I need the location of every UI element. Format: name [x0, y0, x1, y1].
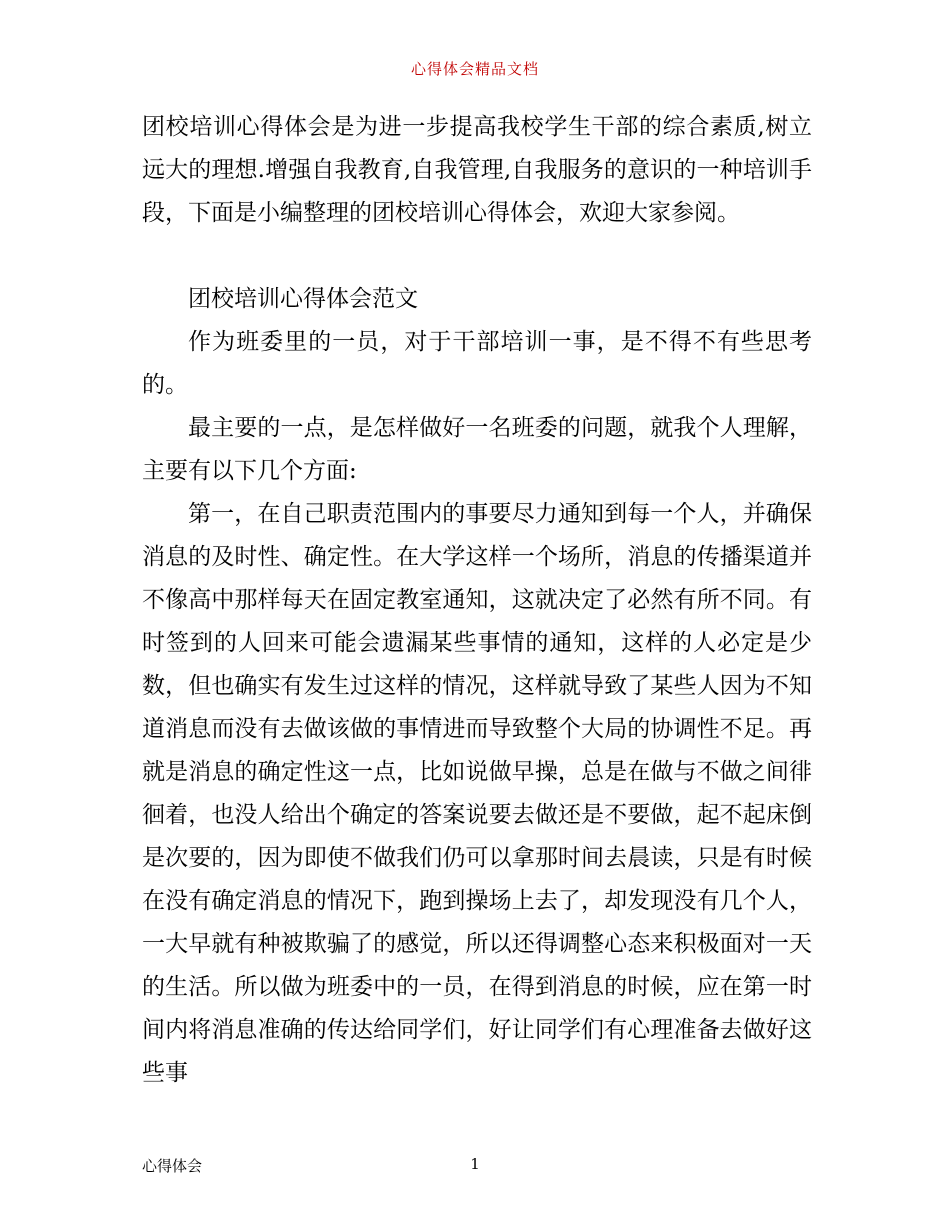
intro-paragraph: 团校培训心得体会是为进一步提高我校学生干部的综合素质,树立远大的理想.增强自我教育,自我管理,自我服务的意识的一种培训手段，下面是小编整理的团校培训心得体会，欢迎大家参阅。 [142, 114, 812, 226]
section-title: 团校培训心得体会范文 [188, 286, 418, 312]
paragraph-spacer [142, 235, 812, 278]
body-paragraph-1: 作为班委里的一员，对于干部培训一事，是不得不有些思考的。 [142, 329, 812, 398]
footer-label: 心得体会 [142, 1157, 203, 1175]
body-paragraph-2: 最主要的一点，是怎样做好一名班委的问题，就我个人理解，主要有以下几个方面: [142, 415, 812, 484]
document-body [142, 106, 812, 1095]
body-paragraph-3: 第一，在自己职责范围内的事要尽力通知到每一个人，并确保消息的及时性、确定性。在大学这样一个场所，消息的传播渠道并不像高中那样每天在固定教室通知，这就决定了必然有所不同。有时签到的人回来可能会遗漏某些事情的通知，这样的人必定是少数，但也确实有发生过这样的情况，这样就导致了某些人因为不知道消息而没有去做该做的事情进而导致整个大局的协调性不足。再就是消息的确定性这一点，比如说做早操，总是在做与不做之间徘徊着，也没人给出个确定的答案说要去做还是不要做，起不起床倒是次要的，因为即使不做我们仍可以拿那时间去晨读，只是有时候在没有确定消息的情况下，跑到操场上去了，却发现没有几个人，一大早就有种被欺骗了的感觉，所以还得调整心态来积极面对一天的生活。所以做为班委中的一员，在得到消息的时候，应在第一时间内将消息准确的传达给同学们，好让同学们有心理准备去做好这些事 [142, 501, 812, 1086]
header-title: 心得体会精品文档 [410, 60, 539, 78]
page-number: 1 [470, 1155, 480, 1173]
